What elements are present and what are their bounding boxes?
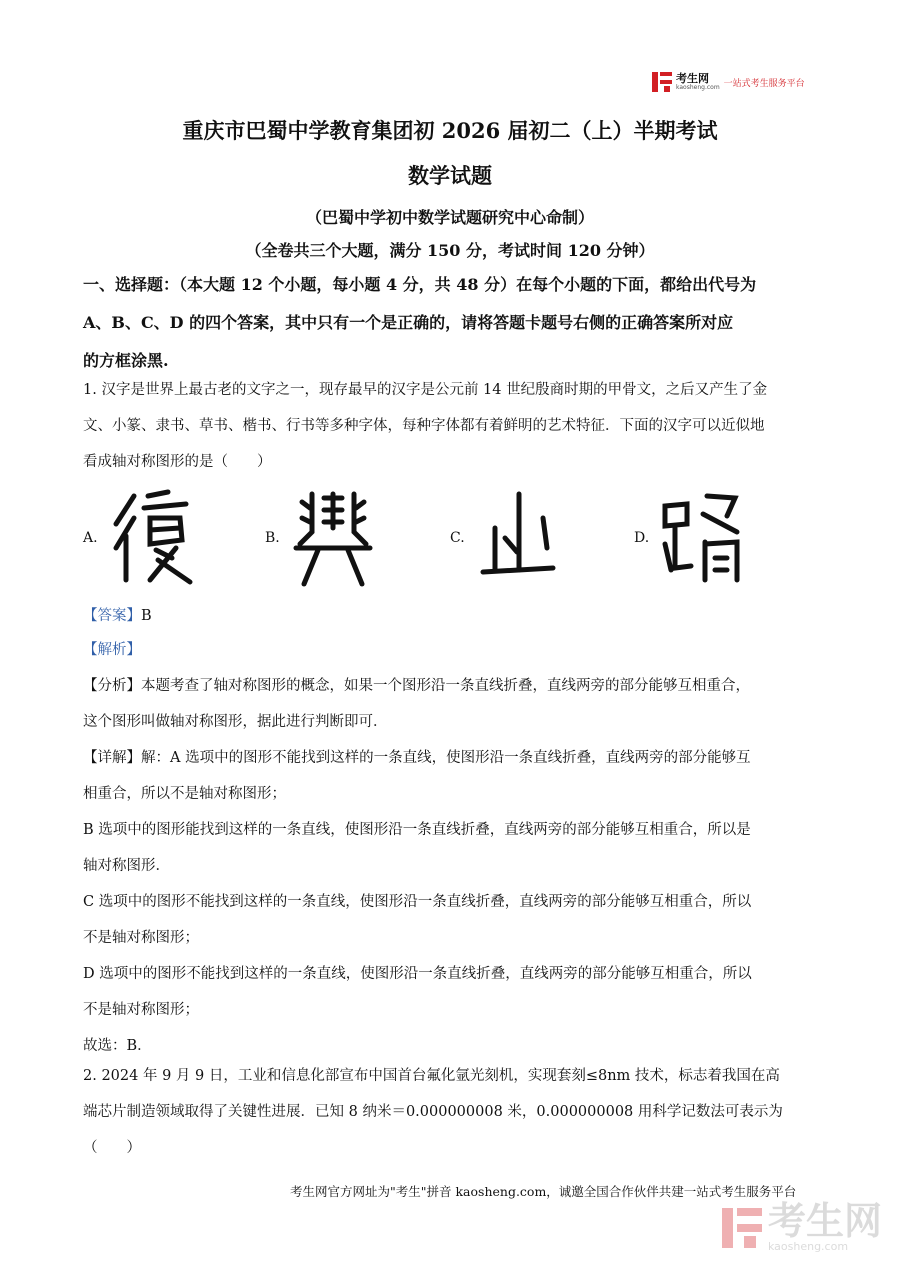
detail-line-8: 不是轴对称图形； <box>83 1002 199 1018</box>
section-1-line-2: A、B、C、D 的四个答案，其中只有一个是正确的，请将答题卡题号右侧的正确答案所对应 <box>83 313 734 332</box>
header-logo <box>652 72 805 92</box>
source-note: （巴蜀中学初中数学试题研究中心命制） <box>305 208 594 227</box>
detail-line-7: D 选项中的图形不能找到这样的一条直线，使图形沿一条直线折叠，直线两旁的部分能够互相重合，所以 <box>83 966 752 982</box>
watermark <box>722 1199 882 1253</box>
subject-title: 数学试题 <box>408 163 492 188</box>
watermark-domain: kaosheng.com <box>767 1240 849 1253</box>
option-d-label: D. <box>634 530 650 546</box>
logo-icon <box>652 72 672 92</box>
q2-line-1: 2. 2024 年 9 月 9 日，工业和信息化部宣布中国首台氟化氩光刻机，实现套刻≤8nm 技术，标志着我国在高 <box>83 1068 780 1084</box>
detail-line-3: B 选项中的图形能找到这样的一条直线，使图形沿一条直线折叠，直线两旁的部分能够互相重合，所以是 <box>83 822 751 838</box>
detail-line-4: 轴对称图形． <box>83 858 170 874</box>
exam-info: （全卷共三个大题，满分 150 分，考试时间 120 分钟） <box>245 241 655 260</box>
option-b-glyph-image <box>288 488 378 588</box>
watermark-name: 考生网 <box>767 1199 882 1243</box>
detail-line-1: 【详解】解：A 选项中的图形不能找到这样的一条直线，使图形沿一条直线折叠，直线两旁的部分能够互 <box>83 750 751 766</box>
analysis-block <box>83 668 823 1064</box>
detail-line-2: 相重合，所以不是轴对称图形； <box>83 786 286 802</box>
option-a <box>83 488 196 588</box>
analysis-tag: 【解析】 <box>83 642 141 658</box>
section-1-line-1: 一、选择题：（本大题 12 个小题，每小题 4 分，共 48 分）在每个小题的下面，都给出代号为 <box>83 275 757 294</box>
q1-line-3: 看成轴对称图形的是（ ） <box>83 454 272 470</box>
q1-line-2: 文、小篆、隶书、草书、楷书、行书等多种字体，每种字体都有着鲜明的艺术特征．下面的汉字可以近似地 <box>83 418 765 434</box>
option-d-glyph-image <box>657 488 747 588</box>
option-c-label: C. <box>450 530 465 546</box>
logo-domain: kaosheng.com <box>676 84 720 91</box>
analysis-line-1: 【分析】本题考查了轴对称图形的概念，如果一个图形沿一条直线折叠，直线两旁的部分能够互相重合， <box>83 678 750 694</box>
watermark-logo-icon <box>722 1208 762 1248</box>
analysis-line-2: 这个图形叫做轴对称图形，据此进行判断即可． <box>83 714 388 730</box>
conclusion-line: 故选：B． <box>83 1038 152 1054</box>
option-c <box>450 488 563 588</box>
question-1-stem <box>83 372 823 480</box>
answer-value: B <box>141 608 152 624</box>
option-c-glyph-image <box>473 488 563 588</box>
q1-line-1: 1. 汉字是世界上最古老的文字之一，现存最早的汉字是公元前 14 世纪殷商时期的甲骨文，之后又产生了金 <box>83 382 768 398</box>
q2-line-2: 端芯片制造领域取得了关键性进展．已知 8 纳米＝0.000000008 米，0.000000008 用科学记数法可表示为 <box>83 1104 783 1120</box>
answer-tag: 【答案】 <box>83 608 141 624</box>
section-1-line-3: 的方框涂黑. <box>83 351 169 370</box>
page-title: 重庆市巴蜀中学教育集团初 2026 届初二（上）半期考试 <box>182 118 718 143</box>
logo-slogan: 一站式考生服务平台 <box>723 78 805 89</box>
answer-line <box>83 598 823 634</box>
logo-name: 考生网 <box>676 72 709 85</box>
option-b-label: B. <box>265 530 280 546</box>
option-d <box>634 488 747 588</box>
detail-line-5: C 选项中的图形不能找到这样的一条直线，使图形沿一条直线折叠，直线两旁的部分能够互相重合，所以 <box>83 894 752 910</box>
footer-text: 考生网官方网址为"考生"拼音 kaosheng.com，诚邀全国合作伙伴共建一站式考生服务平台 <box>290 1184 797 1199</box>
q2-line-3: （ ） <box>83 1140 141 1156</box>
option-b <box>265 488 378 588</box>
option-a-label: A. <box>83 530 98 546</box>
option-a-glyph-image <box>106 488 196 588</box>
question-2-stem <box>83 1058 823 1166</box>
section-1-heading <box>83 266 823 380</box>
detail-line-6: 不是轴对称图形； <box>83 930 199 946</box>
